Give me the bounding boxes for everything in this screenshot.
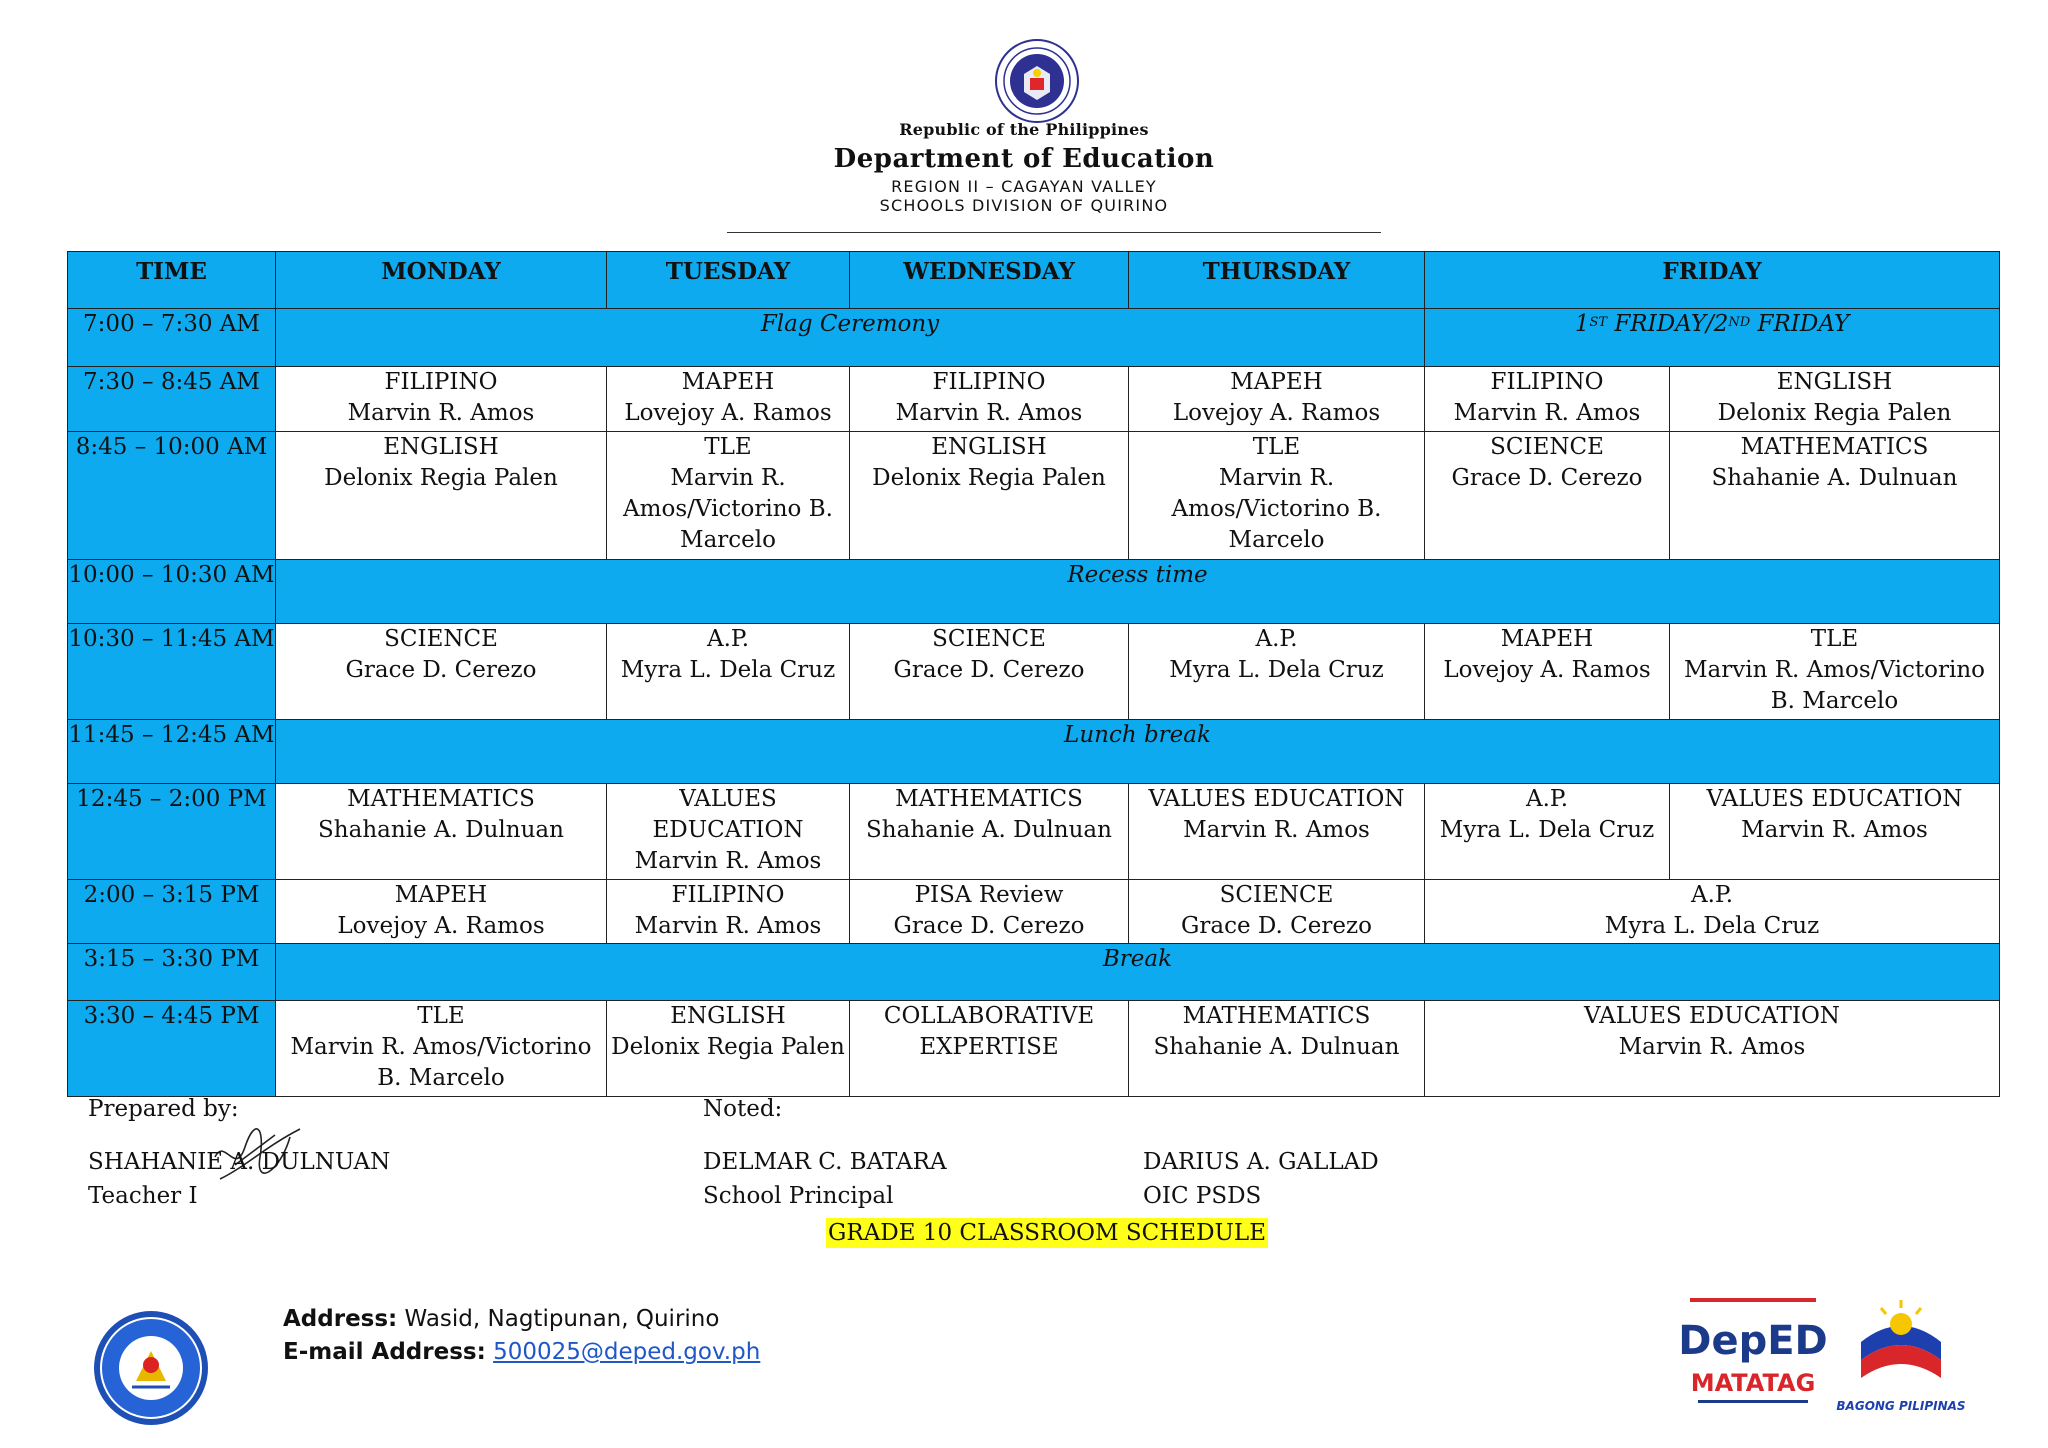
class-cell	[607, 784, 850, 880]
deped-seal-logo	[994, 38, 1080, 124]
teacher: Lovejoy A. Ramos	[337, 913, 545, 939]
class-cell	[276, 432, 607, 560]
class-cell	[1670, 624, 2000, 720]
address-line	[283, 1306, 719, 1332]
class-cell	[1129, 784, 1425, 880]
teacher: Delonix Regia Palen	[1717, 400, 1952, 426]
subject: VALUES EDUCATION	[1584, 1003, 1840, 1029]
teacher: Myra L. Dela Cruz	[620, 657, 836, 683]
class-cell	[1670, 367, 2000, 432]
letterhead-divider	[727, 232, 1381, 233]
time-cell: 7:00 – 7:30 AM	[68, 309, 276, 367]
class-cell	[276, 624, 607, 720]
class-cell	[1129, 432, 1425, 560]
class-schedule-table	[67, 251, 2000, 1097]
table-row	[68, 624, 2000, 720]
table-row	[68, 944, 2000, 1001]
email-line	[283, 1339, 760, 1365]
class-cell	[850, 624, 1129, 720]
subject: SCIENCE	[932, 626, 1046, 652]
class-cell	[1425, 367, 1670, 432]
subject: VALUES EDUCATION	[1706, 786, 1963, 812]
class-cell	[607, 432, 850, 560]
subject: FILIPINO	[384, 369, 498, 395]
class-cell	[1425, 624, 1670, 720]
class-cell	[1670, 432, 2000, 560]
subject: TLE	[1810, 626, 1859, 652]
teacher: Lovejoy A. Ramos	[624, 400, 832, 426]
subject: SCIENCE	[1219, 882, 1334, 908]
teacher: Delonix Regia Palen	[324, 465, 558, 491]
teacher: Myra L. Dela Cruz	[1439, 817, 1655, 843]
class-cell	[1129, 1001, 1425, 1097]
table-header-row	[68, 252, 2000, 309]
time-cell: 2:00 – 3:15 PM	[68, 880, 276, 944]
school-logo	[92, 1309, 210, 1427]
header-time: TIME	[68, 252, 276, 309]
teacher: Lovejoy A. Ramos	[1443, 657, 1651, 683]
class-cell	[276, 367, 607, 432]
table-row	[68, 880, 2000, 944]
email-link[interactable]: 500025@deped.gov.ph	[493, 1339, 761, 1365]
principal-name: DELMAR C. BATARA	[703, 1149, 947, 1175]
teacher: Shahanie A. Dulnuan	[1153, 1034, 1400, 1060]
teacher: Shahanie A. Dulnuan	[1711, 465, 1958, 491]
class-cell	[850, 432, 1129, 560]
time-cell: 11:45 – 12:45 AM	[68, 720, 276, 784]
subject: MAPEH	[681, 369, 775, 395]
deped-matatag-logo	[1678, 1296, 1828, 1416]
teacher: EXPERTISE	[919, 1034, 1059, 1060]
teacher: Grace D. Cerezo	[1451, 465, 1643, 491]
class-cell	[276, 784, 607, 880]
teacher: Myra L. Dela Cruz	[1604, 913, 1820, 939]
subject: A.P.	[1690, 882, 1734, 908]
teacher: Grace D. Cerezo	[1181, 913, 1372, 939]
friday-note-cell: 1ST FRIDAY/2ND FRIDAY	[1425, 309, 2000, 367]
subject: A.P.	[1255, 626, 1298, 652]
teacher: Myra L. Dela Cruz	[1169, 657, 1384, 683]
teacher: Lovejoy A. Ramos	[1172, 400, 1381, 426]
lunch-break-cell: Lunch break	[276, 720, 2000, 784]
schedule-caption: GRADE 10 CLASSROOM SCHEDULE	[828, 1220, 1266, 1246]
teacher: Marvin R. Amos	[1741, 817, 1928, 843]
letterhead-department: Department of Education	[833, 144, 1215, 174]
class-cell	[1425, 784, 1670, 880]
subject: ENGLISH	[931, 434, 1047, 460]
teacher: Delonix Regia Palen	[611, 1034, 845, 1060]
bagong-pilipinas-logo	[1836, 1290, 1966, 1420]
subject: VALUES EDUCATION	[652, 786, 804, 843]
class-cell	[1129, 624, 1425, 720]
class-cell	[850, 784, 1129, 880]
teacher: Delonix Regia Palen	[872, 465, 1106, 491]
teacher: Marvin R. Amos/Victorino B. Marcelo	[1683, 657, 1986, 714]
teacher: Marvin R. Amos	[1183, 817, 1370, 843]
subject: TLE	[1252, 434, 1301, 460]
table-row	[68, 432, 2000, 560]
table-row	[68, 1001, 2000, 1097]
class-cell	[1425, 1001, 2000, 1097]
preparer-title: Teacher I	[88, 1183, 198, 1209]
table-row	[68, 560, 2000, 624]
teacher: Marvin R. Amos	[1618, 1034, 1806, 1060]
teacher: Shahanie A. Dulnuan	[866, 817, 1112, 843]
class-cell	[607, 1001, 850, 1097]
table-row	[68, 784, 2000, 880]
noted-label: Noted:	[703, 1096, 783, 1122]
letterhead-region: REGION II – CAGAYAN VALLEY	[891, 177, 1157, 196]
subject: A.P.	[1525, 786, 1569, 812]
psds-name: DARIUS A. GALLAD	[1143, 1149, 1379, 1175]
recess-cell: Recess time	[276, 560, 2000, 624]
subject: MATHEMATICS	[1182, 1003, 1371, 1029]
address-value: Wasid, Nagtipunan, Quirino	[397, 1306, 720, 1332]
subject: COLLABORATIVE	[883, 1003, 1095, 1029]
table-row	[68, 720, 2000, 784]
subject: A.P.	[706, 626, 750, 652]
svg-text:MATATAG: MATATAG	[1690, 1369, 1816, 1397]
header-friday: FRIDAY	[1425, 252, 2000, 309]
header-wednesday: WEDNESDAY	[850, 252, 1129, 309]
teacher: Grace D. Cerezo	[893, 913, 1085, 939]
address-label: Address:	[283, 1306, 398, 1332]
subject: ENGLISH	[1776, 369, 1893, 395]
flag-ceremony-cell: Flag Ceremony	[276, 309, 1425, 367]
svg-text:BAGONG PILIPINAS: BAGONG PILIPINAS	[1836, 1399, 1966, 1413]
email-label: E-mail Address:	[283, 1339, 486, 1365]
class-cell	[276, 1001, 607, 1097]
class-cell	[607, 880, 850, 944]
header-monday: MONDAY	[276, 252, 607, 309]
time-cell: 3:15 – 3:30 PM	[68, 944, 276, 1001]
subject: MAPEH	[1500, 626, 1594, 652]
time-cell: 10:00 – 10:30 AM	[68, 560, 276, 624]
subject: TLE	[417, 1003, 465, 1029]
time-cell: 8:45 – 10:00 AM	[68, 432, 276, 560]
teacher: Marvin R. Amos	[634, 913, 822, 939]
subject: MATHEMATICS	[1740, 434, 1929, 460]
subject: VALUES EDUCATION	[1148, 786, 1405, 812]
preparer-name: SHAHANIE A. DULNUAN	[88, 1149, 391, 1175]
time-cell: 3:30 – 4:45 PM	[68, 1001, 276, 1097]
subject: SCIENCE	[384, 626, 498, 652]
subject: SCIENCE	[1490, 434, 1604, 460]
teacher: Marvin R. Amos/Victorino B. Marcelo	[623, 465, 833, 553]
teacher: Marvin R. Amos	[634, 848, 822, 874]
subject: MATHEMATICS	[895, 786, 1083, 812]
teacher: Marvin R. Amos	[895, 400, 1083, 426]
teacher: Marvin R. Amos/Victorino B. Marcelo	[1171, 465, 1382, 553]
letterhead-republic: Republic of the Philippines	[899, 120, 1149, 139]
psds-title: OIC PSDS	[1143, 1183, 1262, 1209]
subject: MAPEH	[394, 882, 488, 908]
prepared-by-label: Prepared by:	[88, 1096, 239, 1122]
subject: ENGLISH	[670, 1003, 786, 1029]
time-cell: 10:30 – 11:45 AM	[68, 624, 276, 720]
class-cell	[850, 1001, 1129, 1097]
class-cell	[1670, 784, 2000, 880]
class-cell	[1129, 880, 1425, 944]
header-tuesday: TUESDAY	[607, 252, 850, 309]
teacher: Grace D. Cerezo	[893, 657, 1085, 683]
class-cell	[607, 367, 850, 432]
teacher: Marvin R. Amos	[347, 400, 535, 426]
table-row	[68, 309, 2000, 367]
teacher: Grace D. Cerezo	[345, 657, 537, 683]
teacher: Marvin R. Amos	[1453, 400, 1641, 426]
subject: FILIPINO	[671, 882, 785, 908]
svg-text:DepED: DepED	[1678, 1318, 1828, 1364]
subject: MATHEMATICS	[347, 786, 535, 812]
subject: PISA Review	[914, 882, 1064, 908]
class-cell	[850, 367, 1129, 432]
subject: FILIPINO	[932, 369, 1046, 395]
time-cell: 12:45 – 2:00 PM	[68, 784, 276, 880]
table-row	[68, 367, 2000, 432]
subject: ENGLISH	[383, 434, 499, 460]
class-cell	[1425, 432, 1670, 560]
subject: MAPEH	[1230, 369, 1323, 395]
header-thursday: THURSDAY	[1129, 252, 1425, 309]
subject: TLE	[704, 434, 752, 460]
class-cell	[1425, 880, 2000, 944]
teacher: Marvin R. Amos/Victorino B. Marcelo	[290, 1034, 592, 1091]
teacher: Shahanie A. Dulnuan	[318, 817, 564, 843]
principal-title: School Principal	[703, 1183, 894, 1209]
class-cell	[607, 624, 850, 720]
time-cell: 7:30 – 8:45 AM	[68, 367, 276, 432]
class-cell	[850, 880, 1129, 944]
class-cell	[1129, 367, 1425, 432]
class-cell	[276, 880, 607, 944]
break-cell: Break	[276, 944, 2000, 1001]
letterhead-division: SCHOOLS DIVISION OF QUIRINO	[879, 196, 1169, 215]
subject: FILIPINO	[1490, 369, 1604, 395]
